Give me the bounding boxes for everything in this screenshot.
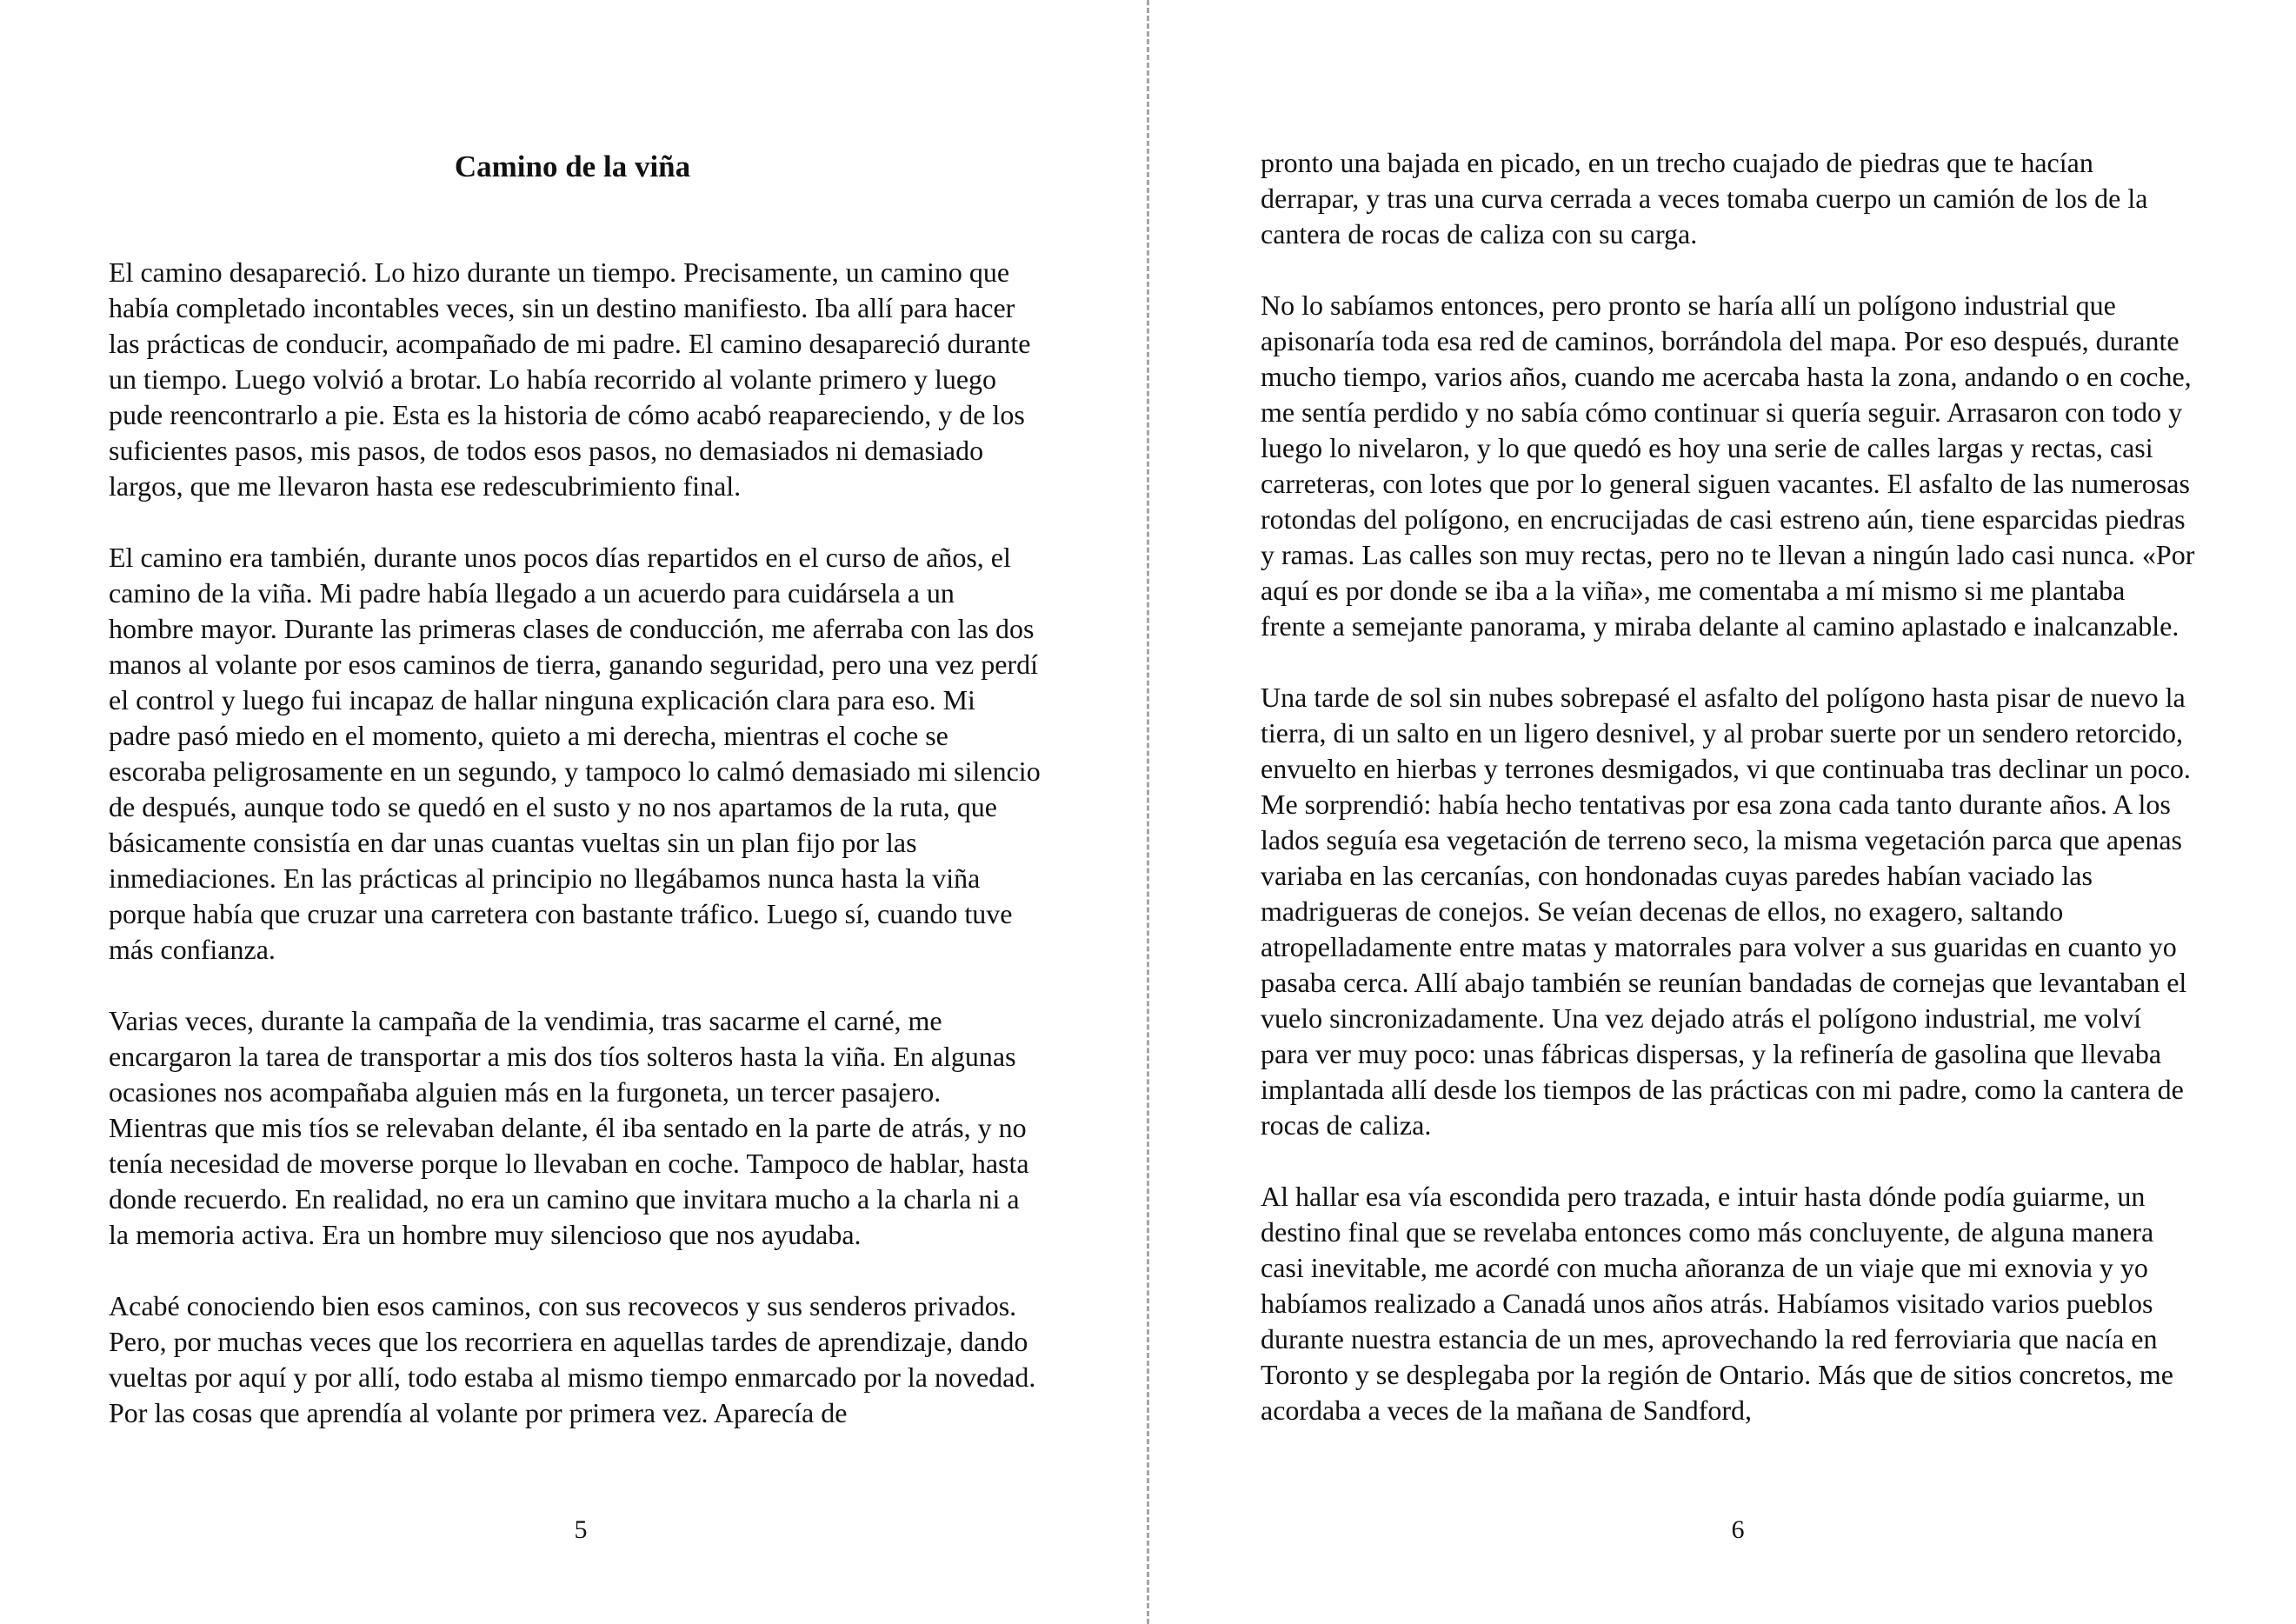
left-page-body: [109, 255, 1043, 1467]
page-number-right: 6: [1731, 1515, 1745, 1544]
paragraph: Una tarde de sol sin nubes sobrepasé el asfalto del polígono hasta pisar de nuevo la tierra, di un salto en un ligero desnivel, y al probar suerte por un sendero retorcido, envuelto en hierbas y terrones desmigados, vi que continuaba tras declinar un poco. Me sorprendió: había hecho tentativas por esa zona cada tanto durante años. A los lados seguía esa vegetación de terreno seco, la misma vegetación parca que apenas variaba en las cercanías, con hondonadas cuyas paredes habían vaciado las madrigueras de conejos. Se veían decenas de ellos, no exagero, saltando atropelladamente entre matas y matorrales para volver a sus guaridas en cuanto yo pasaba cerca. Allí abajo también se reunían bandadas de cornejas que levantaban el vuelo sincronizadamente. Una vez dejado atrás el polígono industrial, me volví para ver muy poco: unas fábricas dispersas, y la refinería de gasolina que llevaba implantada allí desde los tiempos de las prácticas con mi padre, como la cantera de rocas de caliza.: [1261, 682, 2191, 1141]
paragraph: Varias veces, durante la campaña de la vendimia, tras sacarme el carné, me encargaron la tarea de transportar a mis dos tíos solteros hasta la viña. En algunas ocasiones nos acompañaba alguien más en la furgoneta, un tercer pasajero. Mientras que mis tíos se relevaban delante, él iba sentado en la parte de atrás, y no tenía necesidad de moverse porque lo llevaban en coche. Tampoco de hablar, hasta donde recuerdo. En realidad, no era un camino que invitara mucho a la charla ni a la memoria activa. Era un hombre muy silencioso que nos ayudaba.: [109, 1005, 1029, 1250]
chapter-title: Camino de la viña: [454, 150, 691, 183]
paragraph: No lo sabíamos entonces, pero pronto se haría allí un polígono industrial que apisonaría toda esa red de caminos, borrándola del mapa. Por eso después, durante mucho tiempo, varios años, cuando me acercaba hasta la zona, andando o en coche, me sentía perdido y no sabía cómo continuar si quería seguir. Arrasaron con todo y luego lo nivelaron, y lo que quedó es hoy una serie de calles largas y rectas, casi carreteras, con lotes que por lo general siguen vacantes. El asfalto de las numerosas rotondas del polígono, en encrucijadas de casi estreno aún, tiene esparcidas piedras y ramas. Las calles son muy rectas, pero no te llevan a ningún lado casi nunca. «Por aquí es por donde se iba a la viña», me comentaba a mí mismo si me plantaba frente a semejante panorama, y miraba delante al camino aplastado e inalcanzable.: [1261, 290, 2195, 642]
paragraph: Al hallar esa vía escondida pero trazada, e intuir hasta dónde podía guiarme, un destino final que se revelaba entonces como más concluyente, de alguna manera casi inevitable, me acordé con mucha añoranza de un viaje que mi exnovia y yo habíamos realizado a Canadá unos años atrás. Habíamos visitado varios pueblos durante nuestra estancia de un mes, aprovechando la red ferroviaria que nacía en Toronto y se desplegaba por la región de Ontario. Más que de sitios concretos, me acordaba a veces de la mañana de Sandford,: [1261, 1181, 2173, 1426]
page-number-left: 5: [574, 1515, 588, 1544]
right-page-body: [1261, 145, 2195, 1464]
paragraph: El camino desapareció. Lo hizo durante un tiempo. Precisamente, un camino que había completado incontables veces, sin un destino manifiesto. Iba allí para hacer las prácticas de conducir, acompañado de mi padre. El camino desapareció durante un tiempo. Luego volvió a brotar. Lo había recorrido al volante primero y luego pude reencontrarlo a pie. Esta es la historia de cómo acabó reapareciendo, y de los suficientes pasos, mis pasos, de todos esos pasos, no demasiados ni demasiado largos, que me llevaron hasta ese redescubrimiento final.: [109, 256, 1031, 502]
paragraph: El camino era también, durante unos pocos días repartidos en el curso de años, el camino de la viña. Mi padre había llegado a un acuerdo para cuidársela a un hombre mayor. Durante las primeras clases de conducción, me aferraba con las dos manos al volante por esos caminos de tierra, ganando seguridad, pero una vez perdí el control y luego fui incapaz de hallar ninguna explicación clara para eso. Mi padre pasó miedo en el momento, quieto a mi derecha, mientras el coche se escoraba peligrosamente en un segundo, y tampoco lo calmó demasiado mi silencio de después, aunque todo se quedó en el susto y no nos apartamos de la ruta, que básicamente consistía en dar unas cuantas vueltas sin un plan fijo por las inmediaciones. En las prácticas al principio no llegábamos nunca hasta la viña porque había que cruzar una carretera con bastante tráfico. Luego sí, cuando tuve más confianza.: [109, 542, 1041, 965]
paragraph: pronto una bajada en picado, en un trecho cuajado de piedras que te hacían derrapar, y tras una curva cerrada a veces tomaba cuerpo un camión de los de la cantera de rocas de caliza con su carga.: [1261, 147, 2148, 250]
paragraph: Acabé conociendo bien esos caminos, con sus recovecos y sus senderos privados. Pero, por muchas veces que los recorriera en aquellas tardes de aprendizaje, dando vueltas por aquí y por allí, todo estaba al mismo tiempo enmarcado por la novedad. Por las cosas que aprendía al volante por primera vez. Aparecía de: [109, 1290, 1036, 1428]
right-page: [1148, 0, 2296, 1624]
